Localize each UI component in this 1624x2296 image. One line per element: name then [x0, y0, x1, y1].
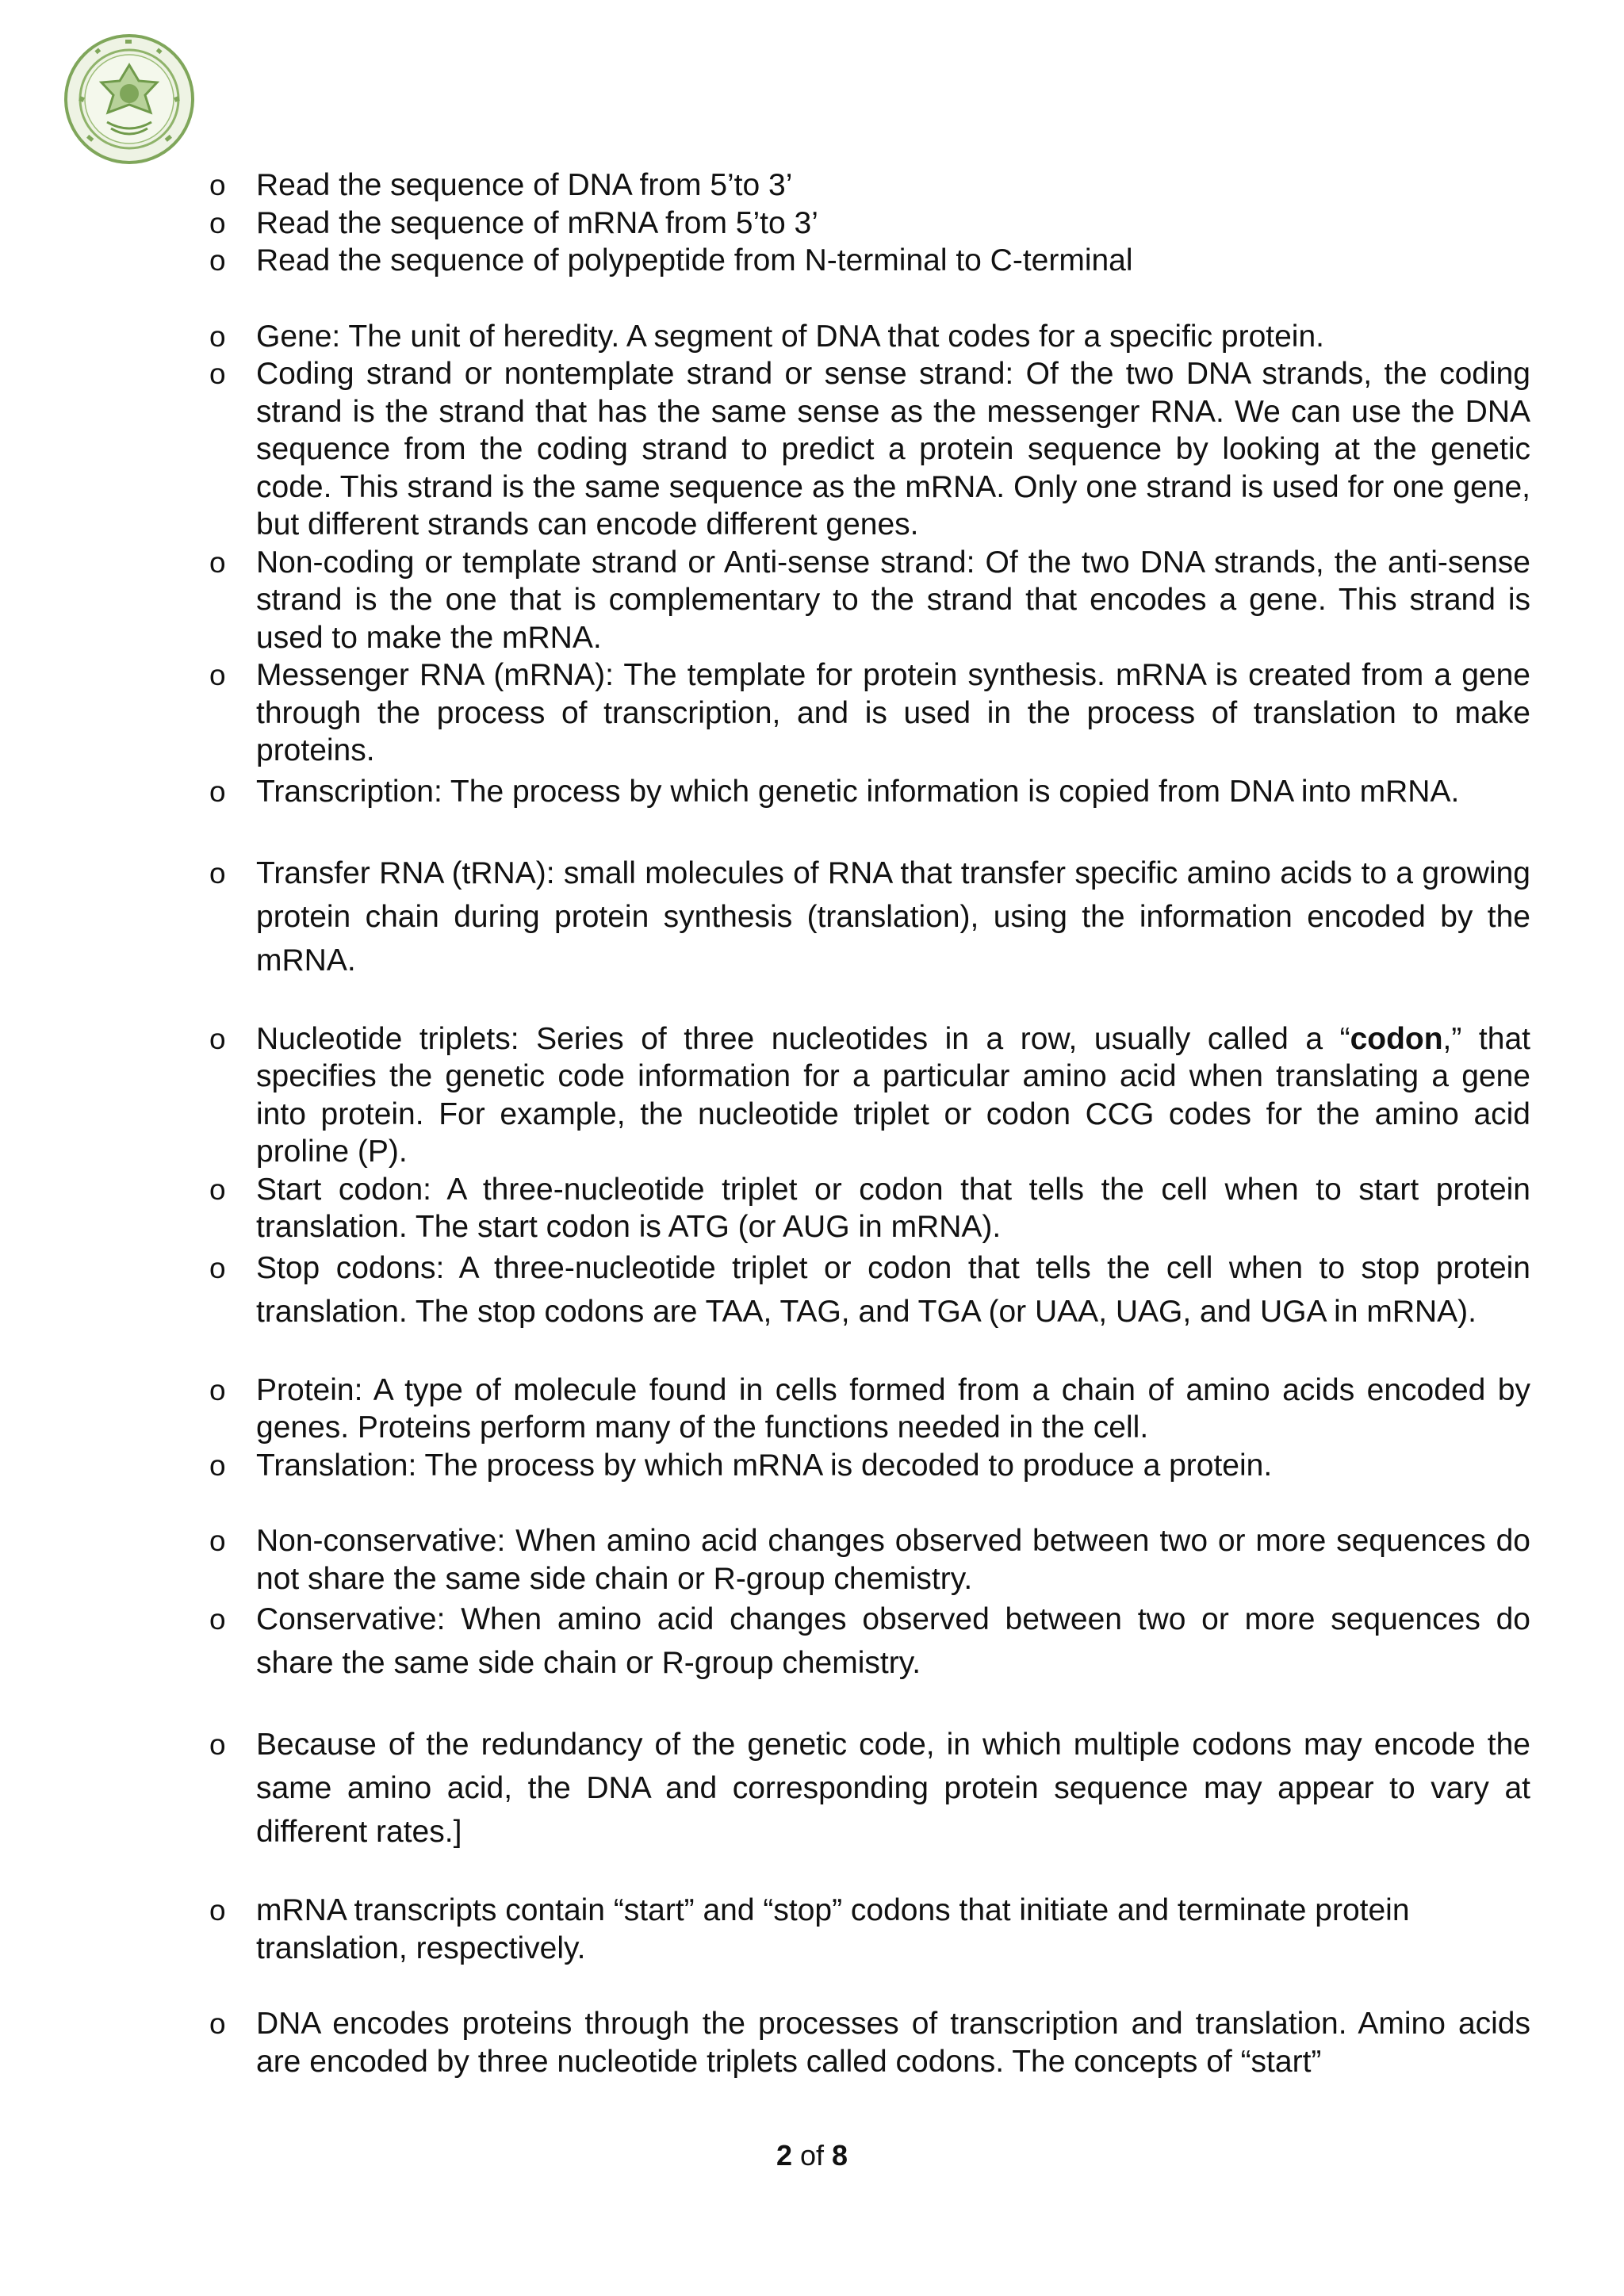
list-item-text: Protein: A type of molecule found in cells formed from a chain of amino acids encoded by genes. Proteins perform many of the functions needed in the cell.	[256, 1372, 1530, 1445]
bullet-marker: o	[209, 775, 226, 808]
list-item	[209, 2005, 1530, 2080]
list-item-text: Transfer RNA (tRNA): small molecules of RNA that transfer specific amino acids to a growing protein chain during protein synthesis (translation), using the information encoded by the mRNA.	[256, 855, 1530, 978]
list-item	[209, 355, 1530, 544]
list-item	[209, 1447, 1530, 1485]
list-item-text: Coding strand or nontemplate strand or sense strand: Of the two DNA strands, the coding strand is the strand that has the same sense as the messenger RNA. We can use the DNA sequence from the coding strand to predict a protein sequence by looking at the genetic code. This strand is the same sequence as the mRNA. Only one strand is used for one gene, but different strands can encode different genes.	[256, 357, 1530, 541]
list-item-text: Conservative: When amino acid changes observed between two or more sequences do share the same side chain or R-group chemistry.	[256, 1602, 1530, 1680]
page-current: 2	[776, 2139, 792, 2172]
list-item	[209, 851, 1530, 982]
list-item	[209, 544, 1530, 657]
list-item	[209, 166, 1530, 205]
list-item-text-part: ,” that specifies the genetic code information for a particular amino acid when translating a gene into protein. For example, the nucleotide triplet or codon CCG codes for the amino acid proline (P).	[256, 1021, 1530, 1169]
list-item	[209, 1598, 1530, 1685]
codon-term: codon	[1350, 1021, 1443, 1056]
bullet-marker: o	[209, 659, 226, 691]
document-body	[209, 166, 1530, 2080]
list-item	[209, 1522, 1530, 1598]
list-item-text: Because of the redundancy of the genetic code, in which multiple codons may encode the same amino acid, the DNA and corresponding protein sequence may appear to vary at different rates.]	[256, 1728, 1530, 1849]
list-item-text	[256, 1020, 1530, 1171]
list-item	[209, 318, 1530, 356]
bullet-marker: o	[209, 1022, 226, 1055]
page-of-label: of	[799, 2139, 825, 2172]
bullet-marker: o	[209, 1173, 226, 1206]
bullet-marker: o	[209, 206, 226, 239]
list-item-text: Non-conservative: When amino acid changes observed between two or more sequences do not share the same side chain or R-group chemistry.	[256, 1524, 1530, 1596]
list-item	[209, 656, 1530, 770]
list-item-text: Stop codons: A three-nucleotide triplet or codon that tells the cell when to stop protein translation. The stop codons are TAA, TAG, and TGA (or UAA, UAG, and UGA in mRNA).	[256, 1250, 1530, 1329]
list-item	[209, 770, 1530, 813]
university-seal-icon	[63, 33, 195, 165]
list-item	[209, 205, 1530, 243]
list-item-text: Translation: The process by which mRNA is decoded to produce a protein.	[256, 1448, 1273, 1483]
bullet-marker: o	[209, 320, 226, 353]
list-item-text: Start codon: A three-nucleotide triplet or codon that tells the cell when to start protein translation. The start codon is ATG (or AUG in mRNA).	[256, 1172, 1530, 1244]
bullet-marker: o	[209, 1894, 226, 1927]
list-item-text: Gene: The unit of heredity. A segment of DNA that codes for a specific protein.	[256, 319, 1324, 354]
list-item-text: Non-coding or template strand or Anti-sense strand: Of the two DNA strands, the anti-sense strand is the one that is complementary to the strand that encodes a gene. This strand is used to make the mRNA.	[256, 545, 1530, 655]
page-number	[0, 2139, 1624, 2172]
list-item-text: DNA encodes proteins through the processes of transcription and translation. Amino acids are encoded by three nucleotide triplets called codons. The concepts of “start”	[256, 2007, 1530, 2079]
bullet-marker: o	[209, 1728, 226, 1761]
list-item	[209, 1892, 1530, 1967]
bullet-marker: o	[209, 1448, 226, 1482]
list-item	[209, 1372, 1530, 1447]
bullet-marker: o	[209, 2007, 226, 2040]
bullet-marker: o	[209, 169, 226, 201]
bullet-marker: o	[209, 1603, 226, 1636]
list-item	[209, 1020, 1530, 1171]
list-item-text: Read the sequence of mRNA from 5’to 3’	[256, 205, 818, 240]
bullet-marker: o	[209, 545, 226, 579]
bullet-marker: o	[209, 358, 226, 390]
list-item-text: Read the sequence of polypeptide from N-terminal to C-terminal	[256, 243, 1133, 277]
list-item-text: Messenger RNA (mRNA): The template for protein synthesis. mRNA is created from a gene through the process of transcription, and is used in the process of translation to make proteins.	[256, 658, 1530, 767]
list-item-text: Transcription: The process by which genetic information is copied from DNA into mRNA.	[256, 774, 1460, 809]
list-item	[209, 242, 1530, 280]
list-item-text-part: Nucleotide triplets: Series of three nucleotides in a row, usually called a “	[256, 1021, 1350, 1056]
bullet-marker: o	[209, 244, 226, 277]
bullet-marker: o	[209, 1525, 226, 1557]
list-item	[209, 1171, 1530, 1246]
list-item	[209, 1723, 1530, 1854]
list-item-text: mRNA transcripts contain “start” and “stop” codons that initiate and terminate protein translation, respectively.	[256, 1893, 1410, 1965]
bullet-marker: o	[209, 856, 226, 890]
list-item-text: Read the sequence of DNA from 5’to 3’	[256, 168, 793, 202]
bullet-marker: o	[209, 1251, 226, 1284]
list-item	[209, 1246, 1530, 1334]
page-total: 8	[832, 2139, 848, 2172]
bullet-marker: o	[209, 1373, 226, 1406]
